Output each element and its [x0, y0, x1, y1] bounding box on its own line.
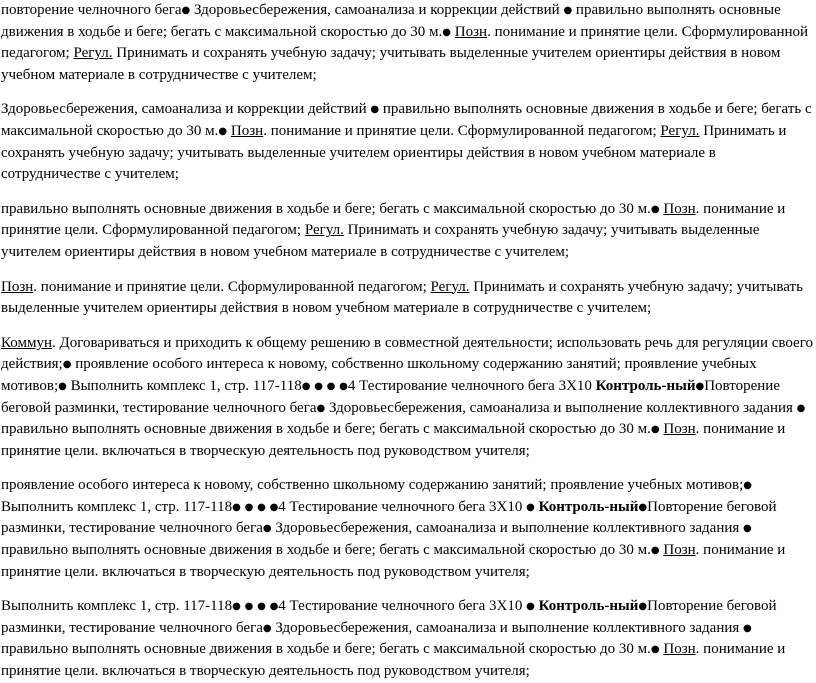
paragraph-1	[1, 0, 814, 86]
label-pozn: Позн	[663, 641, 696, 658]
text: . понимание и принятие цели. Сформулированной педагогом;	[1, 200, 786, 239]
label-pozn: Позн	[663, 542, 696, 559]
bullet-icon: ●	[638, 601, 648, 613]
text: Повторение беговой разминки, тестирование челночного бега	[1, 377, 780, 416]
paragraph-2	[1, 99, 814, 185]
label-pozn: Позн	[663, 421, 696, 438]
text: Повторение беговой разминки, тестирование челночного бега	[1, 498, 777, 537]
bullet-icon: ●	[370, 104, 380, 116]
bullet-icon: ●	[650, 644, 660, 656]
text: Здоровьесбережения, самоанализа и коррекции действий	[1, 101, 371, 118]
paragraph-6	[1, 475, 814, 583]
bullet-icon: ●	[262, 622, 272, 634]
bullet-icon: ●	[269, 601, 279, 613]
text: правильно выполнять основные движения в ходьбе и беге; бегать с максимальной скоростью до 30 м.	[1, 542, 651, 559]
bullet-icon: ●	[301, 380, 311, 392]
bullet-icon: ●	[442, 26, 452, 38]
bullet-icon: ●	[181, 5, 191, 16]
text: Тестирование челночного бега 3Х10	[285, 598, 527, 615]
text: 4	[278, 498, 286, 515]
text: правильно выполнять основные движения в ходьбе и беге; бегать с максимальной скоростью до 30 м.	[1, 641, 651, 658]
bullet-icon: ●	[743, 480, 753, 492]
text: Здоровьесбережения, самоанализа и выполнение коллективного задания	[271, 619, 744, 636]
text: правильно выполнять основные движения в ходьбе и беге; бегать с максимальной скоростью до 30 м.	[1, 101, 812, 139]
bullet-icon: ●	[316, 402, 326, 414]
bullet-icon: ●	[526, 601, 535, 613]
bullet-icon: ●	[262, 523, 272, 535]
text: Здоровьесбережения, самоанализа и выполнение коллективного задания	[271, 520, 744, 537]
text: Принимать и сохранять учебную задачу; учитывать выделенные учителем ориентиры действия в новом учебном материале в сотрудничестве с учителем;	[1, 122, 787, 183]
text: правильно выполнять основные движения в ходьбе и беге; бегать с максимальной скоростью до 30 м.	[1, 2, 781, 40]
bullet-icon: ●	[244, 601, 254, 613]
paragraph-7	[1, 596, 814, 682]
bullet-icon: ●	[650, 203, 660, 215]
text: Выполнить комплекс 1, стр. 117-118	[1, 498, 233, 515]
text: Принимать и сохранять учебную задачу; учитывать выделенные учителем ориентиры действия в новом учебном материале в сотрудничестве с учителем;	[1, 222, 760, 260]
label-control: Контроль-ный	[595, 377, 696, 394]
text: . понимание и принятие цели. включаться в творческую деятельность под руководством учителя;	[1, 421, 786, 459]
paragraph-5	[1, 333, 814, 463]
text: . понимание и принятие цели. Сформулированной педагогом;	[33, 278, 431, 295]
bullet-icon: ●	[650, 545, 660, 557]
text: проявление особого интереса к новому, собственно школьному содержанию занятий; проявление учебных мотивов;	[1, 356, 757, 394]
text: 4	[278, 598, 286, 615]
text: . понимание и принятие цели. Сформулированной педагогом;	[263, 122, 661, 139]
paragraph-3	[1, 199, 814, 264]
text: правильно выполнять основные движения в ходьбе и беге; бегать с максимальной скоростью до 30 м.	[1, 200, 651, 217]
bullet-icon: ●	[743, 523, 752, 535]
text: . понимание и принятие цели. Сформулированной педагогом;	[1, 23, 809, 62]
bullet-icon: ●	[232, 601, 241, 613]
bullet-icon: ●	[62, 359, 72, 371]
bullet-icon: ●	[269, 501, 279, 513]
text: Тестирование челночного бега 3Х10	[355, 377, 596, 394]
text: Тестирование челночного бега 3Х10	[285, 498, 527, 515]
text: . Договариваться и приходить к общему решению в совместной деятельности; использовать речь для регуляции своего действия;	[1, 334, 813, 373]
bullet-icon: ●	[326, 380, 336, 392]
text: . понимание и принятие цели. включаться в творческую деятельность под руководством учителя;	[1, 542, 786, 580]
label-pozn: Позн	[454, 23, 488, 40]
bullet-icon: ●	[796, 402, 806, 414]
label-regul: Регул.	[73, 45, 113, 62]
text: Повторение беговой разминки, тестирование челночного бега	[1, 598, 777, 636]
label-control: Контроль-ный	[538, 498, 639, 515]
label-regul: Регул.	[660, 122, 700, 139]
text: 4	[347, 377, 356, 394]
label-regul: Регул.	[430, 278, 470, 295]
bullet-icon: ●	[257, 601, 266, 613]
bullet-icon: ●	[314, 380, 323, 392]
text: Принимать и сохранять учебную задачу; учитывать выделенные учителем ориентиры действия в новом учебном материале в сотрудничестве с учителем;	[1, 45, 781, 83]
bullet-icon: ●	[339, 380, 348, 392]
label-pozn: Позн	[230, 122, 264, 139]
bullet-icon: ●	[218, 125, 228, 137]
text: повторение челночного бега	[1, 2, 182, 18]
label-regul: Регул.	[304, 222, 344, 239]
label-control: Контроль-ный	[538, 598, 639, 615]
bullet-icon: ●	[743, 622, 752, 634]
bullet-icon: ●	[58, 380, 67, 392]
bullet-icon: ●	[232, 501, 241, 513]
text: Здоровьесбережения, самоанализа и выполнение коллективного задания	[325, 399, 797, 416]
bullet-icon: ●	[563, 5, 573, 16]
text: Выполнить комплекс 1, стр. 117-118	[1, 598, 233, 615]
bullet-icon: ●	[650, 424, 660, 436]
label-pozn: Позн	[1, 278, 34, 295]
paragraph-4	[1, 277, 814, 320]
bullet-icon: ●	[526, 501, 535, 513]
bullet-icon: ●	[695, 380, 705, 392]
bullet-icon: ●	[257, 501, 266, 513]
bullet-icon: ●	[244, 501, 254, 513]
text: правильно выполнять основные движения в ходьбе и беге; бегать с максимальной скоростью до 30 м.	[1, 421, 651, 438]
label-pozn: Позн	[663, 200, 696, 217]
label-kommun: Коммун	[1, 334, 52, 351]
text: Здоровьесбережения, самоанализа и коррекции действий	[190, 2, 564, 18]
text: . понимание и принятие цели. включаться в творческую деятельность под руководством учителя;	[1, 641, 786, 680]
text: Выполнить комплекс 1, стр. 117-118	[66, 377, 302, 394]
text: Принимать и сохранять учебную задачу; учитывать выделенные учителем ориентиры действия в новом учебном материале в сотрудничестве с учителем;	[1, 278, 803, 317]
bullet-icon: ●	[638, 501, 648, 513]
text: проявление особого интереса к новому, собственно школьному содержанию занятий; проявление учебных мотивов;	[1, 477, 744, 494]
